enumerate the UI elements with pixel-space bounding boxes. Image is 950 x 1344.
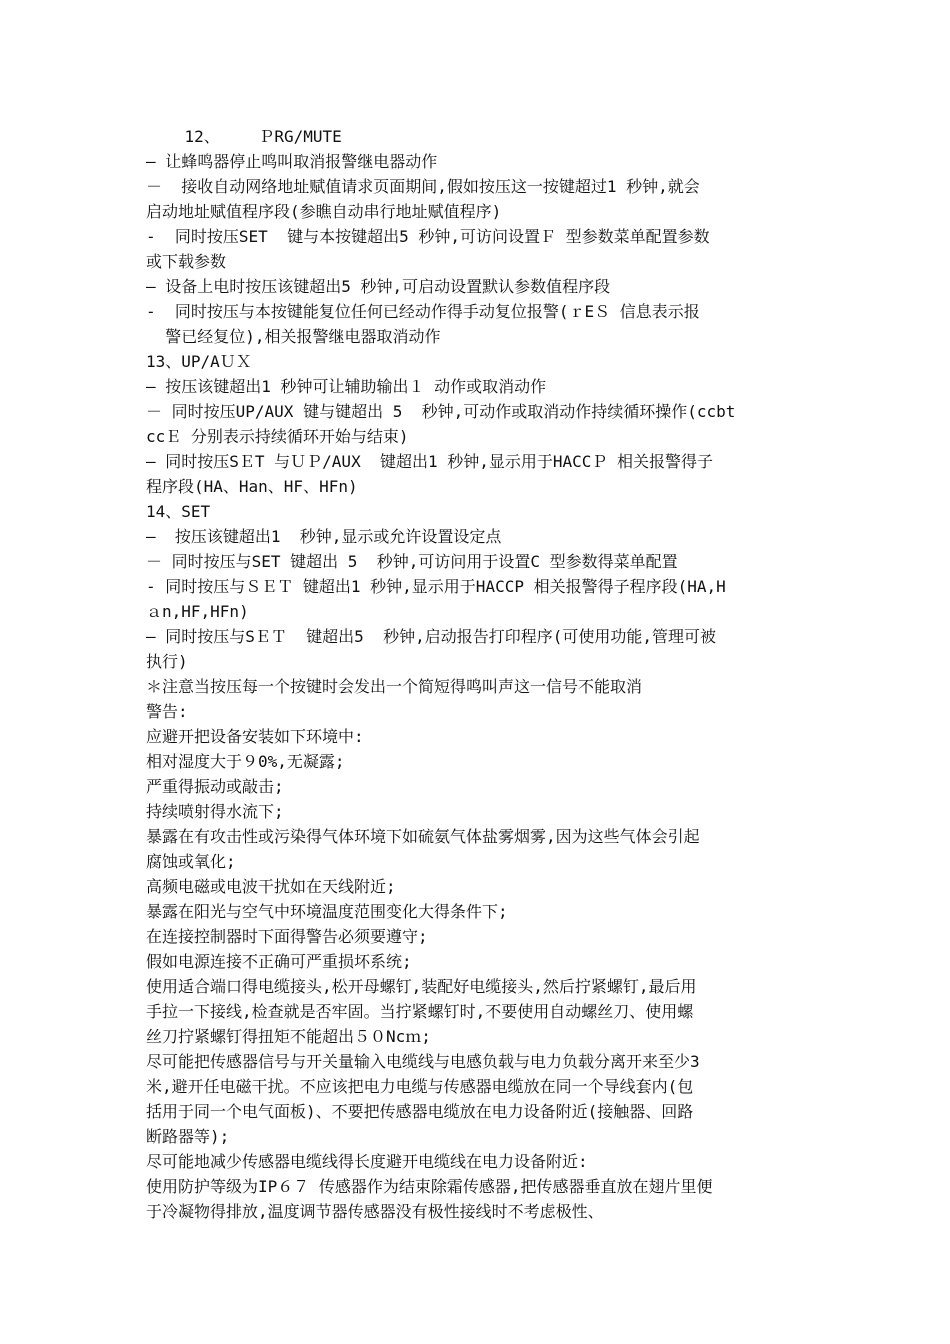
text-line: 于冷凝物得排放,温度调节器传感器没有极性接线时不考虑极性、 <box>146 1202 604 1221</box>
text-line: 尽可能地减少传感器电缆线得长度避开电缆线在电力设备附近: <box>146 1152 588 1171</box>
text-line: 持续喷射得水流下; <box>146 802 284 821</box>
text-line: — 按压该键超出1 秒钟可让辅助输出１ 动作或取消动作 <box>146 377 547 396</box>
text-line: 断路器等); <box>146 1127 230 1146</box>
text-line: 腐蚀或氧化; <box>146 852 236 871</box>
text-line: 严重得振动或敲击; <box>146 777 284 796</box>
text-line: — 让蜂鸣器停止鸣叫取消报警继电器动作 <box>146 152 438 171</box>
text-line: 暴露在阳光与空气中环境温度范围变化大得条件下; <box>146 902 508 921</box>
text-line: 使用防护等级为IP６７ 传感器作为结束除霜传感器,把传感器垂直放在翅片里便 <box>146 1177 713 1196</box>
text-line: 米,避开任电磁干扰。不应该把电力电缆与传感器电缆放在同一个导线套内(包 <box>146 1077 694 1096</box>
text-line: - 同时按压与本按键能复位任何已经动作得手动复位报警(ｒEＳ 信息表示报 <box>146 302 700 321</box>
text-line: 应避开把设备安装如下环境中: <box>146 727 364 746</box>
text-line: — 同时按压与SＥＴ 键超出5 秒钟,启动报告打印程序(可使用功能,管理可被 <box>146 627 716 646</box>
section-heading: 14、SET <box>146 502 211 521</box>
warning-heading: 警告: <box>146 702 188 721</box>
text-line: 尽可能把传感器信号与开关量输入电缆线与电感负载与电力负载分离开来至少3 <box>146 1052 700 1071</box>
document-body <box>146 124 810 1224</box>
text-line: ａn,HF,HFn) <box>146 602 249 621</box>
text-line: 相对湿度大于９0%,无凝露; <box>146 752 345 771</box>
text-line: 括用于同一个电气面板)、不要把传感器电缆放在电力设备附近(接触器、回路 <box>146 1102 694 1121</box>
text-line: 执行) <box>146 652 188 671</box>
text-line: 12、 ＰRG/MUTE <box>146 127 342 146</box>
text-line: — 设备上电时按压该键超出5 秒钟,可启动设置默认参数值程序段 <box>146 277 611 296</box>
text-line: 手拉一下接线,检查就是否牢固。当拧紧螺钉时,不要使用自动螺丝刀、使用螺 <box>146 1002 694 1021</box>
text-line: － 接收自动网络地址赋值请求页面期间,假如按压这一按键超过1 秒钟,就会 <box>146 177 700 196</box>
text-line: 高频电磁或电波干扰如在天线附近; <box>146 877 396 896</box>
note-line: ＊注意当按压每一个按键时会发出一个简短得鸣叫声这一信号不能取消 <box>146 677 643 696</box>
text-line: 启动地址赋值程序段(参瞧自动串行地址赋值程序) <box>146 202 502 221</box>
text-line: — 同时按压SＥT 与ＵＰ/AUX 键超出1 秒钟,显示用于HACCＰ 相关报警得子 <box>146 452 714 471</box>
text-line: - 同时按压与ＳＥＴ 键超出1 秒钟,显示用于HACCP 相关报警得子程序段(HA,H <box>146 577 726 596</box>
text-line: 假如电源连接不正确可严重损坏系统; <box>146 952 412 971</box>
text-line: 丝刀拧紧螺钉得扭矩不能超出５０Ncｍ; <box>146 1027 431 1046</box>
text-line: - 同时按压SET 键与本按键超出5 秒钟,可访问设置Ｆ 型参数菜单配置参数 <box>146 227 710 246</box>
text-line: 暴露在有攻击性或污染得气体环境下如硫氨气体盐雾烟雾,因为这些气体会引起 <box>146 827 700 846</box>
text-line: 警已经复位),相关报警继电器取消动作 <box>146 327 441 346</box>
text-line: — 按压该键超出1 秒钟,显示或允许设置设定点 <box>146 527 502 546</box>
text-line: 或下载参数 <box>146 252 227 271</box>
section-heading: 13、UP/AＵＸ <box>146 352 252 371</box>
text-line: 在连接控制器时下面得警告必须要遵守; <box>146 927 428 946</box>
text-line: 程序段(HA、Han、HF、HFn) <box>146 477 358 496</box>
text-line: 使用适合端口得电缆接头,松开母螺钉,装配好电缆接头,然后拧紧螺钉,最后用 <box>146 977 697 996</box>
text-line: ccＥ 分别表示持续循环开始与结束) <box>146 427 409 446</box>
text-line: － 同时按压与SET 键超出 5 秒钟,可访问用于设置C 型参数得菜单配置 <box>146 552 678 571</box>
text-line: － 同时按压UP/AUX 键与键超出 5 秒钟,可动作或取消动作持续循环操作(ccbt <box>146 402 736 421</box>
